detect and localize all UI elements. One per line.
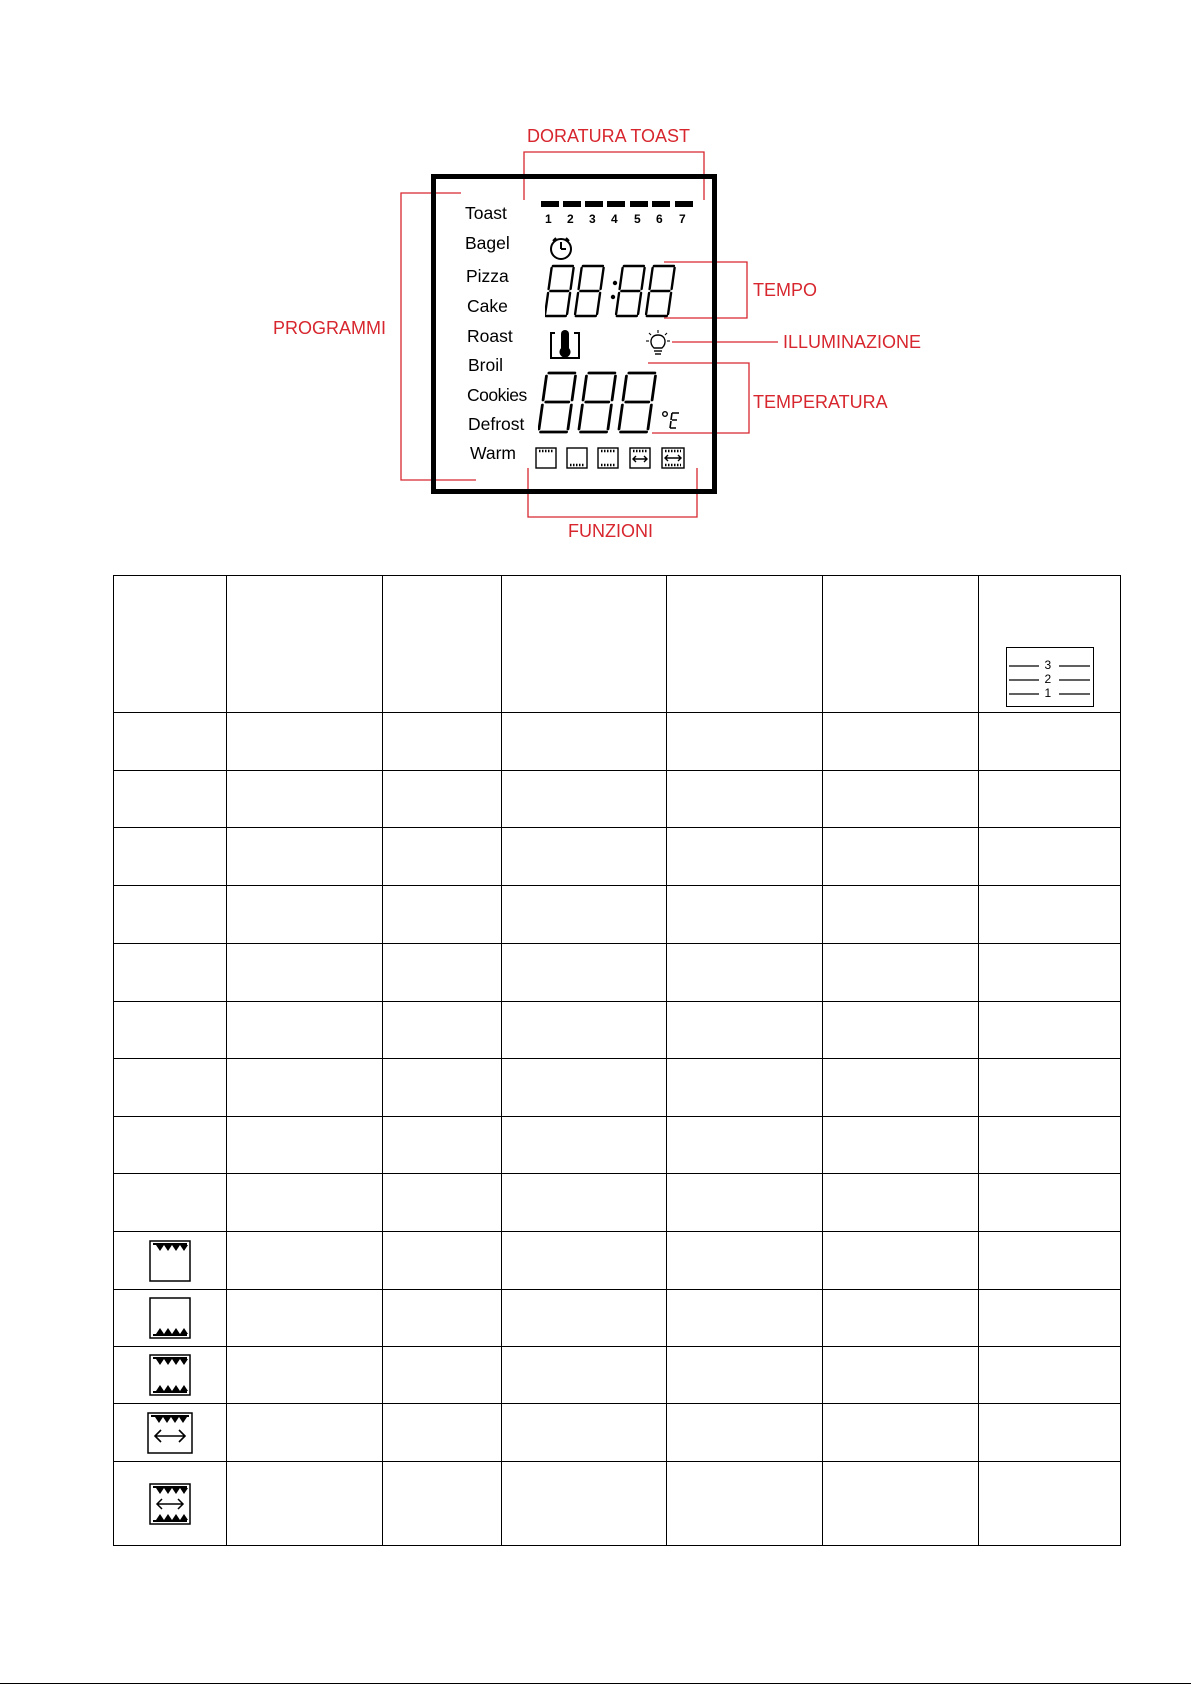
table-cell: [823, 1174, 979, 1232]
table-row: [114, 1462, 1121, 1546]
table-cell: [114, 944, 227, 1002]
table-cell: [227, 828, 383, 886]
top-heat-fan-icon: [147, 1412, 193, 1454]
table-cell: [502, 828, 667, 886]
table-cell: [114, 1174, 227, 1232]
table-cell: [114, 1347, 227, 1404]
table-cell: [502, 944, 667, 1002]
table-cell: [227, 576, 383, 713]
table-cell: [114, 1232, 227, 1290]
table-cell: [823, 944, 979, 1002]
table-cell: [823, 1347, 979, 1404]
toast-level-number: 2: [567, 212, 574, 226]
table-row: [114, 1347, 1121, 1404]
program-cookies: Cookies: [467, 385, 527, 405]
table-cell: [823, 828, 979, 886]
table-cell: [383, 886, 502, 944]
table-cell: [114, 1462, 227, 1546]
table-cell: [667, 713, 823, 771]
rack-number: 1: [1044, 686, 1052, 700]
table-cell: [823, 1117, 979, 1174]
light-bulb-icon: [645, 330, 671, 356]
table-cell: [114, 771, 227, 828]
bottom-heat-icon: [567, 448, 587, 468]
table-cell: [667, 944, 823, 1002]
top-bottom-heat-fan-icon: [662, 448, 684, 468]
doratura-toast-label: DORATURA TOAST: [527, 126, 691, 146]
table-cell: [227, 886, 383, 944]
table-cell: [979, 944, 1121, 1002]
table-cell: [502, 1462, 667, 1546]
table-cell: [383, 944, 502, 1002]
table-cell: [502, 771, 667, 828]
time-display: [545, 263, 680, 319]
table-cell: [227, 1347, 383, 1404]
table-cell: [502, 1347, 667, 1404]
bottom-heat-icon: [149, 1297, 191, 1339]
table-cell: [227, 1117, 383, 1174]
table-row: [114, 771, 1121, 828]
table-cell: [667, 1290, 823, 1347]
table-cell: [502, 1002, 667, 1059]
table-cell: [383, 828, 502, 886]
program-pizza: Pizza: [466, 266, 509, 286]
table-cell: [502, 1174, 667, 1232]
table-cell: [114, 828, 227, 886]
table-cell: [114, 713, 227, 771]
table-row: [114, 1059, 1121, 1117]
table-cell: [667, 828, 823, 886]
table-cell: [227, 944, 383, 1002]
table-cell: [114, 1290, 227, 1347]
toast-level-number: 7: [679, 212, 686, 226]
table-cell: [979, 1347, 1121, 1404]
program-settings-table: [113, 575, 1121, 1546]
table-cell: [502, 1117, 667, 1174]
program-roast: Roast: [467, 326, 513, 346]
table-cell: [979, 713, 1121, 771]
program-broil: Broil: [468, 355, 504, 375]
tempo-label: TEMPO: [753, 280, 818, 300]
table-header-row: [114, 576, 1121, 713]
top-heat-icon: [536, 448, 556, 468]
top-bottom-heat-fan-icon: [149, 1483, 191, 1525]
table-cell: [667, 576, 823, 713]
table-cell: [979, 1059, 1121, 1117]
table-cell: [667, 1347, 823, 1404]
table-cell: [114, 1002, 227, 1059]
table-cell: [979, 771, 1121, 828]
table-cell: [667, 771, 823, 828]
table-row: [114, 1174, 1121, 1232]
toast-level-bar: [585, 201, 603, 207]
table-cell: [383, 1174, 502, 1232]
clock-icon: [549, 236, 575, 262]
table-cell: [979, 1002, 1121, 1059]
table-cell: [383, 576, 502, 713]
table-cell: [502, 1404, 667, 1462]
table-cell: [667, 1174, 823, 1232]
table-row: [114, 886, 1121, 944]
top-bottom-heat-icon: [598, 448, 618, 468]
temperature-display: [538, 370, 683, 436]
table-cell: [979, 1117, 1121, 1174]
programmi-label: PROGRAMMI: [273, 318, 387, 338]
table-cell: [667, 1462, 823, 1546]
table-cell: [823, 713, 979, 771]
table-cell: [383, 1290, 502, 1347]
table-row: [114, 944, 1121, 1002]
table-cell: [227, 1174, 383, 1232]
program-toast: Toast: [465, 203, 507, 223]
table-cell: [667, 1002, 823, 1059]
table-row: [114, 1002, 1121, 1059]
program-warm: Warm: [470, 443, 517, 463]
table-cell: [383, 771, 502, 828]
toast-level-bar: [652, 201, 670, 207]
table-cell: [383, 1117, 502, 1174]
program-defrost: Defrost: [468, 414, 525, 434]
toast-level-bar: [563, 201, 581, 207]
rack-number: 2: [1044, 672, 1052, 686]
lcd-function-icons: [534, 446, 694, 472]
table-row: [114, 1117, 1121, 1174]
table-cell: [823, 1404, 979, 1462]
table-cell: [383, 1002, 502, 1059]
rack-number: 3: [1044, 658, 1052, 672]
table-cell: [502, 886, 667, 944]
table-cell: [823, 1002, 979, 1059]
table-row: [114, 828, 1121, 886]
table-cell: [114, 1404, 227, 1462]
table-cell: [383, 1059, 502, 1117]
table-cell: [383, 1404, 502, 1462]
table-cell: [667, 1232, 823, 1290]
page-bottom-rule: [0, 1683, 1191, 1684]
table-cell: [979, 1404, 1121, 1462]
illuminazione-label: ILLUMINAZIONE: [783, 332, 922, 352]
top-heat-icon: [149, 1240, 191, 1282]
table-cell: [502, 1232, 667, 1290]
toast-level-number: 6: [656, 212, 663, 226]
table-cell: [979, 1174, 1121, 1232]
table-cell: [667, 886, 823, 944]
table-cell: [823, 1462, 979, 1546]
table-cell: [114, 1059, 227, 1117]
table-cell: [979, 1462, 1121, 1546]
table-cell: [823, 1059, 979, 1117]
table-row: [114, 713, 1121, 771]
thermometer-icon: [549, 328, 583, 360]
table-cell: [823, 1232, 979, 1290]
toast-level-number: 3: [589, 212, 596, 226]
table-cell: [227, 1002, 383, 1059]
toast-level-bar: [541, 201, 559, 207]
funzioni-label: FUNZIONI: [568, 521, 653, 541]
table-cell: [227, 1462, 383, 1546]
table-cell: [383, 1232, 502, 1290]
table-row: [114, 1404, 1121, 1462]
table-cell: [667, 1117, 823, 1174]
top-bottom-heat-icon: [149, 1354, 191, 1396]
table-row: [114, 1232, 1121, 1290]
table-cell: [383, 1347, 502, 1404]
table-cell: [227, 1059, 383, 1117]
program-cake: Cake: [467, 296, 508, 316]
table-cell: [114, 886, 227, 944]
toast-level-bar: [630, 201, 648, 207]
table-cell: [502, 713, 667, 771]
table-cell: [227, 1232, 383, 1290]
table-cell: [502, 576, 667, 713]
table-cell: [667, 1404, 823, 1462]
table-cell: [227, 1404, 383, 1462]
table-cell: [667, 1059, 823, 1117]
table-cell: [823, 576, 979, 713]
toast-level-number: 5: [634, 212, 641, 226]
toast-level-bar: [607, 201, 625, 207]
table-cell: [979, 886, 1121, 944]
table-cell: [979, 1290, 1121, 1347]
table-cell: [114, 1117, 227, 1174]
table-cell: [979, 576, 1121, 713]
table-cell: [383, 1462, 502, 1546]
table-cell: [823, 771, 979, 828]
table-cell: [502, 1059, 667, 1117]
top-heat-fan-icon: [630, 448, 650, 468]
table-cell: [823, 886, 979, 944]
table-cell: [979, 1232, 1121, 1290]
table-cell: [823, 1290, 979, 1347]
table-row: [114, 1290, 1121, 1347]
table-cell: [227, 771, 383, 828]
table-cell: [227, 713, 383, 771]
table-cell: [227, 1290, 383, 1347]
toast-level-number: 4: [611, 212, 618, 226]
table-cell: [502, 1290, 667, 1347]
toast-level-bar: [675, 201, 693, 207]
rack-position-icon: [1006, 647, 1094, 707]
table-cell: [383, 713, 502, 771]
temperatura-label: TEMPERATURA: [753, 392, 888, 412]
program-bagel: Bagel: [465, 233, 510, 253]
table-cell: [979, 828, 1121, 886]
table-cell: [114, 576, 227, 713]
toast-level-number: 1: [545, 212, 552, 226]
